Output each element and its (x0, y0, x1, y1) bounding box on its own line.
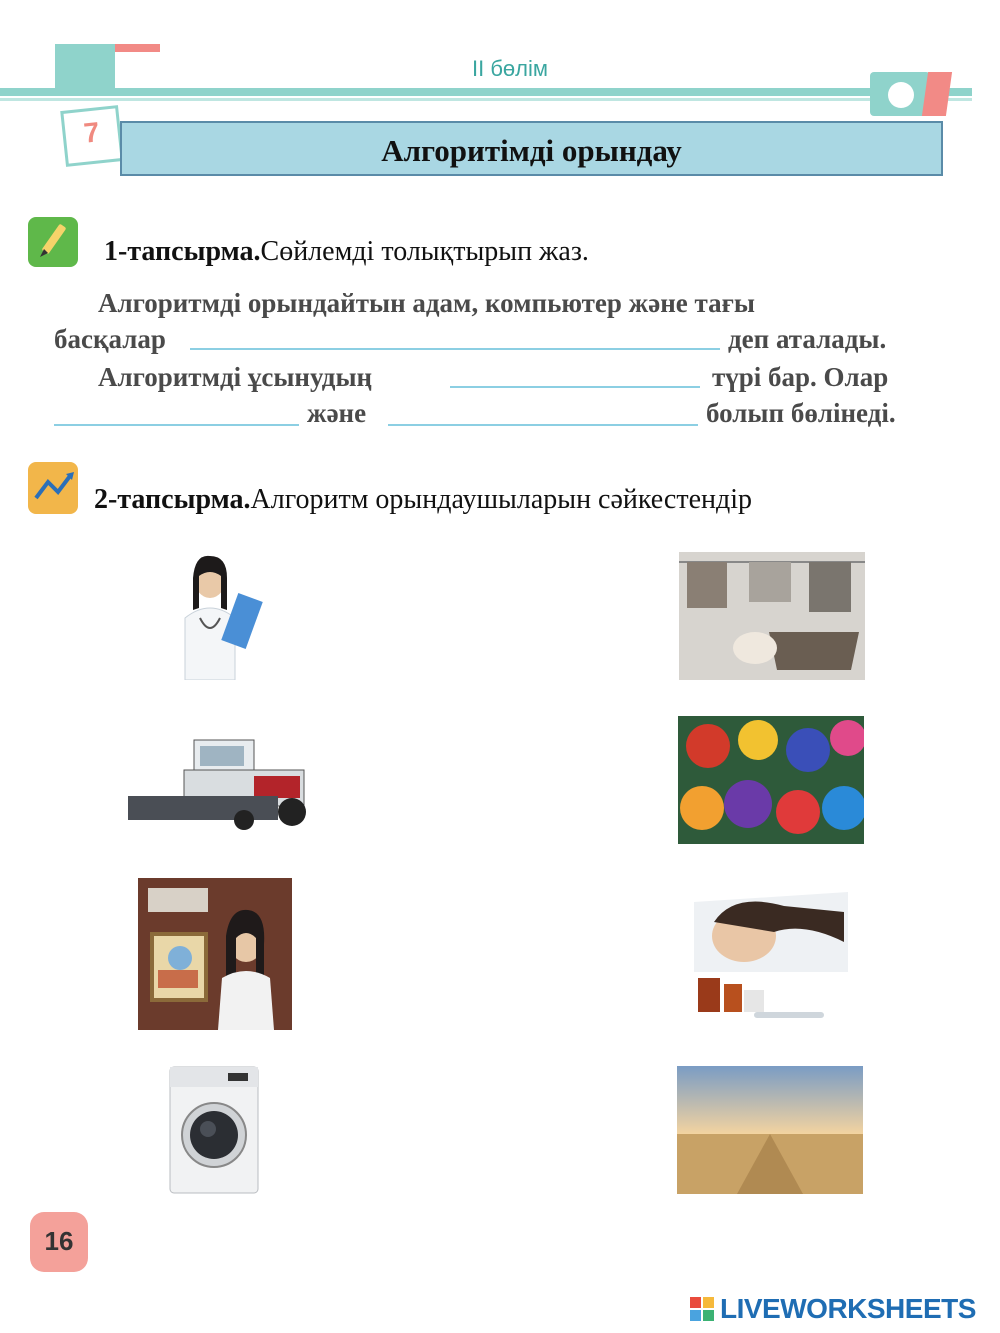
task1-label: 1-тапсырма. (104, 236, 261, 267)
task1-line4-end: болып бөлінеді. (706, 398, 896, 428)
answer-blank-1[interactable] (190, 348, 720, 350)
wheat-field-image[interactable] (677, 1066, 863, 1194)
doctor-image[interactable] (155, 548, 265, 680)
task1-line2-end: деп аталады. (728, 324, 887, 354)
logo-text: LIVEWORKSHEETS (720, 1293, 976, 1324)
page-title: Алгоритімді орындау (381, 133, 682, 168)
chapter-number: 7 (82, 116, 101, 149)
section-label: II бөлім (471, 56, 549, 81)
task1-line3-end: түрі бар. Олар (712, 362, 889, 392)
header-band-thin (0, 98, 972, 101)
task1-line1: Алгоритмді орындайтын адам, компьютер және тағы (98, 288, 755, 318)
answer-blank-2[interactable] (450, 386, 700, 388)
painted-flowers-image[interactable] (678, 716, 864, 844)
task2-heading (94, 484, 752, 516)
matching-icon (28, 462, 78, 514)
logo-grid-icon (690, 1297, 714, 1321)
answer-blank-4[interactable] (388, 424, 698, 426)
header-accent-left (115, 44, 160, 52)
laundry-image[interactable] (679, 552, 865, 680)
page-number-badge (30, 1212, 88, 1272)
liveworksheets-logo (690, 1292, 976, 1326)
task1-line2-start: басқалар (54, 324, 166, 354)
washing-machine-image[interactable] (168, 1065, 260, 1195)
chapter-number-box (60, 105, 124, 167)
answer-blank-3[interactable] (54, 424, 299, 426)
header-band (0, 88, 972, 96)
task1-heading (104, 236, 589, 268)
header-decoration-left (55, 44, 115, 90)
task1-instruction: Сөйлемді толықтырып жаз. (260, 236, 589, 267)
sick-child-image[interactable] (694, 882, 848, 1028)
header-accent-right (922, 72, 952, 116)
title-banner (120, 121, 943, 176)
task2-instruction: Алгоритм орындаушыларын сәйкестендір (250, 484, 753, 515)
combine-harvester-image[interactable] (124, 730, 308, 838)
task2-label: 2-тапсырма. (94, 484, 251, 515)
header-circle (888, 82, 914, 108)
painter-girl-image[interactable] (138, 878, 292, 1030)
task1-line3-start: Алгоритмді ұсынудың (98, 362, 373, 392)
task1-line4-mid: және (307, 398, 367, 428)
pencil-icon (28, 217, 78, 267)
page-number: 16 (44, 1226, 74, 1256)
